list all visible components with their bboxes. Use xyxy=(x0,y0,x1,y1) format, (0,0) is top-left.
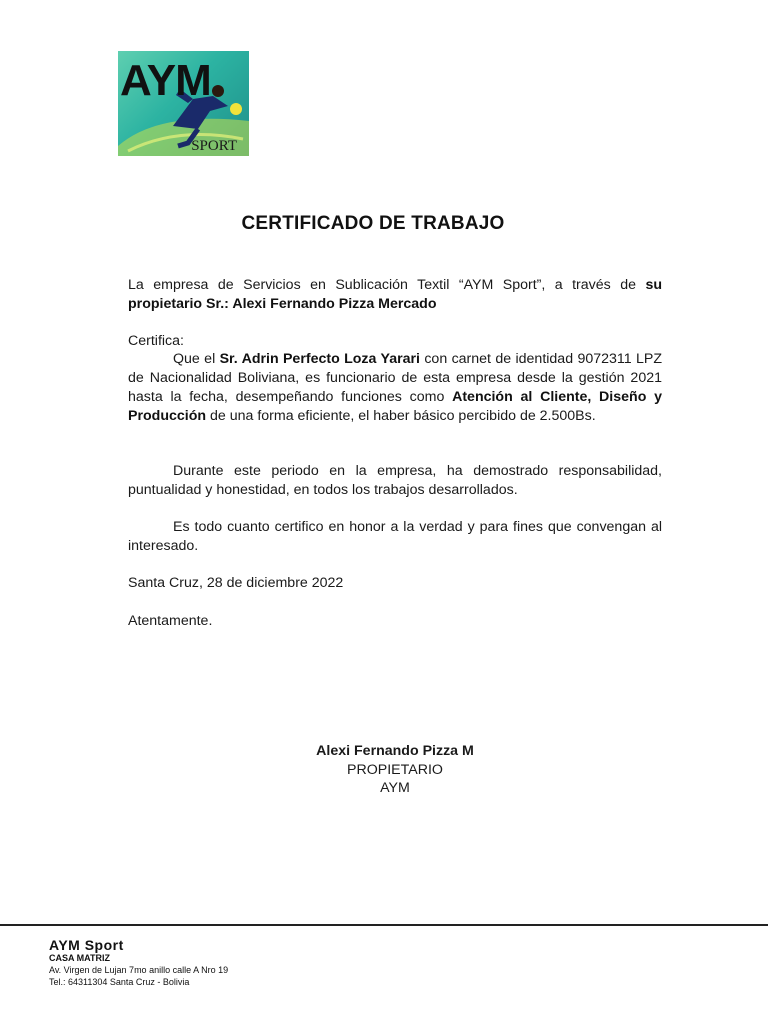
signature-name: Alexi Fernando Pizza M xyxy=(316,743,474,759)
employee-name: Sr. Adrin Perfecto Loza Yarari xyxy=(219,351,420,367)
page-title: CERTIFICADO DE TRABAJO xyxy=(241,213,505,234)
signature-company: AYM xyxy=(380,780,410,796)
footer-address: Av. Virgen de Lujan 7mo anillo calle A Nro 19 xyxy=(49,965,229,975)
footer-divider xyxy=(0,924,768,926)
p1-text-e: de una forma eficiente, el haber básico percibido de 2.500Bs. xyxy=(206,408,596,424)
signature-role: PROPIETARIO xyxy=(347,762,443,778)
employee-roles: Atención al Cliente, Diseño y Producción xyxy=(128,389,662,424)
place-date: Santa Cruz, 28 de diciembre 2022 xyxy=(128,575,344,591)
footer xyxy=(49,938,228,987)
p1-text-a: Que el xyxy=(173,351,220,367)
footer-subtitle: CASA MATRIZ xyxy=(49,953,110,963)
closing-salutation: Atentamente. xyxy=(128,613,213,629)
logo-subtitle: SPORT xyxy=(191,138,237,154)
logo-brand: AYM xyxy=(120,56,211,105)
closing-paragraph: Es todo cuanto certifico en honor a la verdad y para fines que convengan al interesado. xyxy=(128,519,662,554)
employee-paragraph xyxy=(128,350,662,426)
company-logo xyxy=(118,51,249,156)
footer-phone: Tel.: 64311304 Santa Cruz - Bolivia xyxy=(49,977,190,987)
conduct-paragraph: Durante este periodo en la empresa, ha demostrado responsabilidad, puntualidad y honestidad, en todos los trabajos desarrollados. xyxy=(128,463,662,498)
certifica-label: Certifica: xyxy=(128,333,184,349)
owner-name: su propietario Sr.: Alexi Fernando Pizza Mercado xyxy=(128,277,662,312)
footer-company: AYM Sport xyxy=(49,937,124,953)
intro-text: La empresa de Servicios en Sublicación Textil “AYM Sport”, a través de xyxy=(128,277,646,293)
p1-text-c: con carnet de identidad 9072311 LPZ de Nacionalidad Boliviana, es funcionario de esta empresa desde la gestión 2021 hasta la fecha, desempeñando funciones como xyxy=(128,351,663,405)
intro-paragraph xyxy=(128,276,662,314)
